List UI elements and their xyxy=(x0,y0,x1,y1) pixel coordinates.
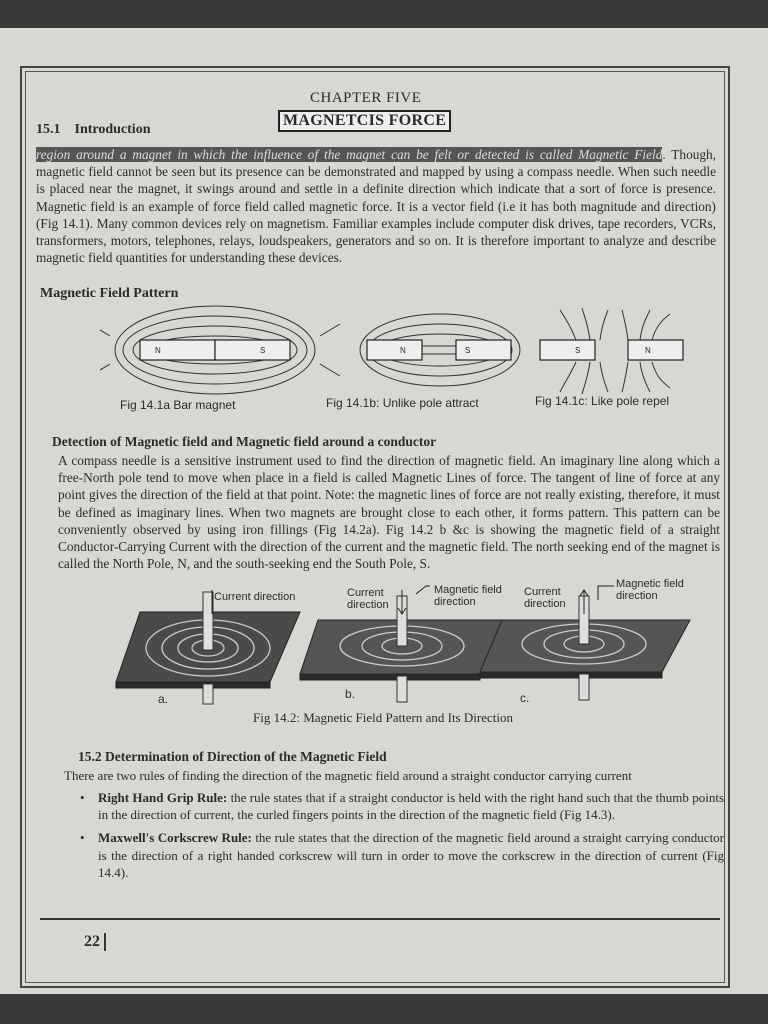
footer-rule xyxy=(40,918,720,920)
intro-title: Introduction xyxy=(74,122,151,137)
page-number: 22 xyxy=(84,933,106,951)
definition-highlight: region around a magnet in which the influence of the magnet can be felt or detected is called Magnetic Field xyxy=(36,147,663,162)
pole-label: N xyxy=(400,346,406,355)
rule-text: the rule states that the direction of the magnetic field around a straight carrying conductor is the direction of a right handed corkscrew will turn in order to move the corkscrew in the direction of current (Fig 14.4). xyxy=(98,830,725,880)
bar-magnet-s-half xyxy=(215,340,290,360)
fig-14-1b-caption: Fig 14.1b: Unlike pole attract xyxy=(326,396,479,410)
pole-label: S xyxy=(575,346,581,355)
detection-paragraph: A compass needle is a sensitive instrument used to find the direction of magnetic field. An imaginary line along which a free-North pole tend to move when place in a field is called Magnetic Lines of force. The tangent of line of force at any point gives the direction of the field at that point. Note: the magnetic lines of force are not really existing, therefore, it must be defined as imaginary lines. When two magnets are brought close to each other, it forms pattern. This pattern can be conveniently observed by using iron fillings (Fig 14.2a). Fig 14.2 b &c is showing the magnetic field of a straight Conductor-Carrying Current with the direction of the current and the magnetic field. The north seeking end of the magnet is called the North Pole, N, and the south-seeking end the South Pole, S. xyxy=(58,453,720,572)
rule-name: Maxwell's Corkscrew Rule: xyxy=(98,830,252,846)
fig-a-current-label: Current direction xyxy=(214,591,296,603)
pattern-heading: Magnetic Field Pattern xyxy=(40,286,179,301)
bar-magnet-n-half xyxy=(140,340,215,360)
fig-c-field-label: Magnetic field direction xyxy=(616,578,684,602)
detection-heading: Detection of Magnetic field and Magnetic field around a conductor xyxy=(52,434,437,449)
repel-magnet-left xyxy=(540,340,595,360)
fig-b-current-label: Current direction xyxy=(347,587,389,611)
intro-heading xyxy=(36,122,150,138)
pole-label: N xyxy=(645,346,651,355)
fig-a-sublabel: a. xyxy=(158,692,169,706)
determination-heading: 15.2 Determination of Direction of the Magnetic Field xyxy=(78,749,387,764)
fig-c-current-label: Current direction xyxy=(524,586,566,610)
fig-b-sublabel: b. xyxy=(345,687,356,701)
fig-14-1-diagram xyxy=(100,300,700,398)
chapter-label: CHAPTER FIVE xyxy=(310,90,422,106)
pole-label: S xyxy=(465,346,471,355)
chapter-title: MAGNETCIS FORCE xyxy=(278,110,451,132)
rule-name: Right Hand Grip Rule: xyxy=(98,790,228,805)
intro-body: . Though, magnetic field cannot be seen but its presence can be demonstrated and mapped by using a compass needle. When such needle is placed near the magnet, it swings around and settle in a definite direction which indicate that a sort of force is presence. Magnetic field is an example of force field called magnetic force. It is a vector field (i.e it has both magnitude and direction) (Fig 14.1). Many common devices rely on magnetism. Familiar examples include computer disk drives, tape recorders, VCRs, transformers, motors, telephones, relays, loudspeakers, generators and so on. It is therefore important to analyze and describe magnetic field quantities for understanding these devices. xyxy=(36,147,716,266)
rule-item xyxy=(76,829,724,881)
repel-magnet-right xyxy=(628,340,683,360)
determination-intro: There are two rules of finding the direction of the magnetic field around a straight conductor carrying current xyxy=(64,768,632,783)
pole-label: S xyxy=(260,346,266,355)
intro-number: 15.1 xyxy=(36,122,61,137)
fig-c-sublabel: c. xyxy=(520,691,530,705)
fig-14-2-diagram xyxy=(110,584,700,708)
pole-label: N xyxy=(155,346,161,355)
rules-list xyxy=(76,789,724,881)
rule-text: the rule states that if a straight conductor is held with the right hand such that the thumb points in the direction of current, the curled fingers points in the direction of the magnetic field (Fig 14.3). xyxy=(98,790,724,823)
fig-14-1a-caption: Fig 14.1a Bar magnet xyxy=(120,398,236,412)
fig-14-1c-caption: Fig 14.1c: Like pole repel xyxy=(535,394,670,408)
rule-item xyxy=(76,789,724,823)
attract-magnet-left xyxy=(367,340,422,360)
fig-14-2-caption: Fig 14.2: Magnetic Field Pattern and Its Direction xyxy=(253,710,513,725)
fig-b-field-label: Magnetic field direction xyxy=(434,584,502,608)
intro-paragraph xyxy=(36,146,716,266)
